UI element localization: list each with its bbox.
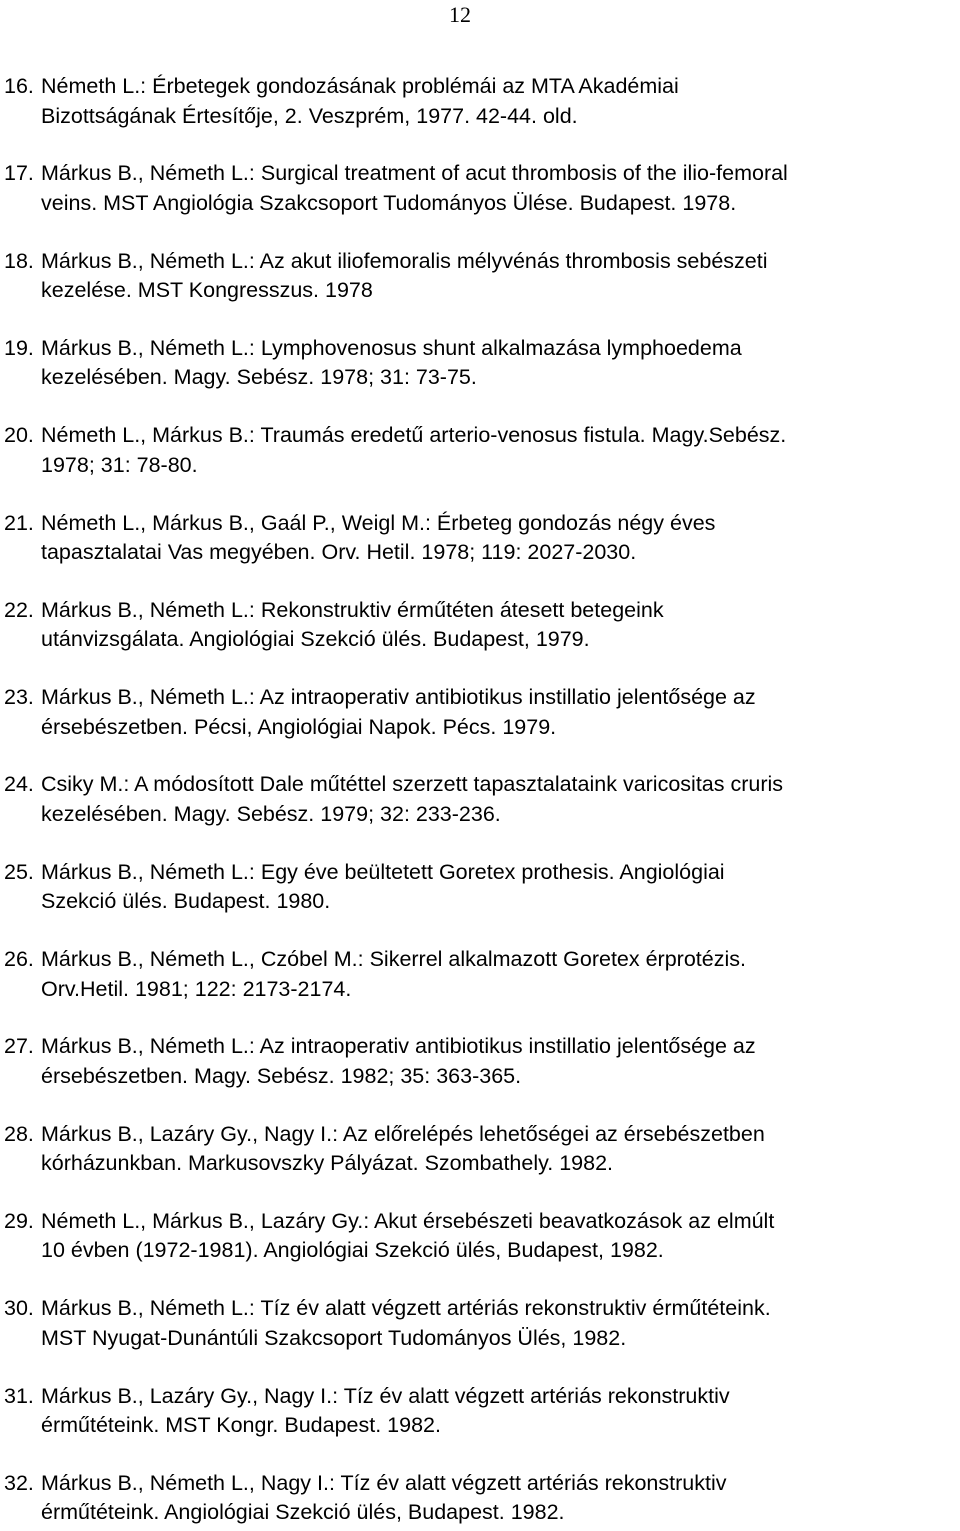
reference-number: 31. xyxy=(4,1383,34,1408)
reference-item xyxy=(4,509,959,568)
reference-item xyxy=(4,1120,959,1179)
reference-line: MST Nyugat-Dunántúli Szakcsoport Tudományos Ülés, 1982. xyxy=(41,1325,627,1350)
reference-line: utánvizsgálata. Angiológiai Szekció ülés. Budapest, 1979. xyxy=(41,627,590,652)
reference-item xyxy=(4,1294,959,1353)
reference-line: Csiky M.: A módosított Dale műtéttel szerzett tapasztalataink varicositas cruris xyxy=(41,772,784,797)
reference-line: Márkus B., Németh L.: Az akut iliofemoralis mélyvénás thrombosis sebészeti xyxy=(41,248,768,273)
reference-line: Márkus B., Németh L.: Surgical treatment of acut thrombosis of the ilio-femoral xyxy=(41,161,788,186)
reference-line: Márkus B., Németh L.: Tíz év alatt végzett artériás rekonstruktiv érműtéteink. xyxy=(41,1296,771,1321)
reference-line: 10 évben (1972-1981). Angiológiai Szekció ülés, Budapest, 1982. xyxy=(41,1238,664,1263)
reference-line: tapasztalatai Vas megyében. Orv. Hetil. 1978; 119: 2027-2030. xyxy=(41,540,637,564)
reference-item xyxy=(4,945,959,1004)
reference-line: Szekció ülés. Budapest. 1980. xyxy=(41,889,331,914)
reference-item xyxy=(4,334,959,393)
reference-item xyxy=(4,596,959,655)
reference-line: Németh L., Márkus B., Gaál P., Weigl M.: Érbeteg gondozás négy éves xyxy=(41,510,716,535)
reference-line: Márkus B., Németh L., Nagy I.: Tíz év alatt végzett artériás rekonstruktiv xyxy=(41,1470,727,1495)
reference-number: 26. xyxy=(4,947,34,971)
reference-item xyxy=(4,1382,959,1441)
reference-line: kórházunkban. Markusovszky Pályázat. Szombathely. 1982. xyxy=(41,1151,614,1176)
reference-line: Orv.Hetil. 1981; 122: 2173-2174. xyxy=(41,976,352,1001)
reference-item xyxy=(4,858,959,917)
reference-line: Márkus B., Németh L.: Egy éve beültetett Goretex prothesis. Angiológiai xyxy=(41,859,725,884)
reference-number: 30. xyxy=(4,1296,34,1321)
reference-line: Márkus B., Lazáry Gy., Nagy I.: Az előrelépés lehetőségei az érsebészetben xyxy=(41,1121,765,1146)
reference-number: 25. xyxy=(4,859,34,884)
reference-line: Márkus B., Németh L.: Az intraoperativ antibiotikus instillatio jelentősége az xyxy=(41,685,756,710)
reference-line: kezelésében. Magy. Sebész. 1978; 31: 73-75. xyxy=(41,365,477,390)
reference-line: Márkus B., Németh L.: Lymphovenosus shunt alkalmazása lymphoedema xyxy=(41,335,742,360)
page-number: 12 xyxy=(449,2,471,27)
reference-line: érműtéteink. MST Kongr. Budapest. 1982. xyxy=(41,1413,441,1437)
reference-item xyxy=(4,421,959,480)
reference-item xyxy=(4,1469,959,1528)
reference-number: 23. xyxy=(4,685,34,710)
reference-line: érsebészetben. Pécsi, Angiológiai Napok. Pécs. 1979. xyxy=(41,714,557,739)
reference-line: veins. MST Angiológia Szakcsoport Tudományos Ülése. Budapest. 1978. xyxy=(41,190,737,215)
reference-number: 17. xyxy=(4,161,34,186)
reference-line: Németh L., Márkus B.: Traumás eredetű arterio-venosus fistula. Magy.Sebész. xyxy=(41,423,787,448)
reference-number: 27. xyxy=(4,1034,34,1059)
reference-number: 32. xyxy=(4,1470,34,1495)
reference-number: 22. xyxy=(4,597,34,622)
reference-item xyxy=(4,1032,959,1091)
reference-item xyxy=(4,770,959,829)
reference-number: 21. xyxy=(4,510,34,535)
reference-line: Márkus B., Németh L.: Rekonstruktiv érműtéten átesett betegeink xyxy=(41,597,664,622)
reference-line: Márkus B., Németh L., Czóbel M.: Sikerrel alkalmazott Goretex érprotézis. xyxy=(41,947,746,971)
reference-item xyxy=(4,1207,959,1266)
reference-number: 16. xyxy=(4,74,34,98)
reference-number: 20. xyxy=(4,423,34,448)
reference-item xyxy=(4,159,959,218)
reference-line: 1978; 31: 78-80. xyxy=(41,452,198,477)
reference-item xyxy=(4,72,959,131)
reference-line: érsebészetben. Magy. Sebész. 1982; 35: 363-365. xyxy=(41,1063,522,1088)
reference-line: Németh L.: Érbetegek gondozásának problémái az MTA Akadémiai xyxy=(41,74,679,98)
reference-line: Márkus B., Németh L.: Az intraoperativ antibiotikus instillatio jelentősége az xyxy=(41,1034,756,1059)
reference-line: Bizottságának Értesítője, 2. Veszprém, 1977. 42-44. old. xyxy=(41,103,578,128)
reference-number: 24. xyxy=(4,772,34,797)
reference-number: 28. xyxy=(4,1121,34,1146)
reference-line: Németh L., Márkus B., Lazáry Gy.: Akut érsebészeti beavatkozások az elmúlt xyxy=(41,1208,775,1233)
reference-number: 19. xyxy=(4,335,34,360)
reference-line: érműtéteink. Angiológiai Szekció ülés, Budapest. 1982. xyxy=(41,1500,565,1525)
reference-item xyxy=(4,683,959,742)
reference-line: kezelésében. Magy. Sebész. 1979; 32: 233-236. xyxy=(41,801,501,826)
reference-number: 18. xyxy=(4,248,34,273)
reference-line: Márkus B., Lazáry Gy., Nagy I.: Tíz év alatt végzett artériás rekonstruktiv xyxy=(41,1383,730,1408)
reference-item xyxy=(4,247,959,306)
reference-number: 29. xyxy=(4,1208,34,1233)
reference-line: kezelése. MST Kongresszus. 1978 xyxy=(41,278,373,303)
